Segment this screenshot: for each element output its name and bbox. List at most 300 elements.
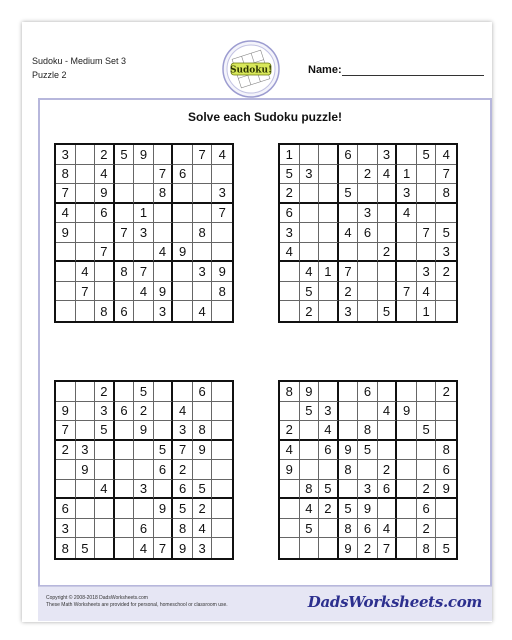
sudoku-cell[interactable]: [56, 460, 76, 480]
sudoku-cell[interactable]: 5: [300, 519, 320, 539]
sudoku-cell[interactable]: [319, 460, 339, 480]
sudoku-cell[interactable]: [280, 538, 300, 558]
sudoku-cell[interactable]: 3: [397, 184, 417, 204]
sudoku-cell[interactable]: 6: [358, 519, 378, 539]
sudoku-cell[interactable]: 8: [193, 223, 213, 243]
sudoku-cell[interactable]: 3: [300, 165, 320, 185]
sudoku-cell[interactable]: 6: [134, 519, 154, 539]
sudoku-cell[interactable]: [417, 184, 437, 204]
sudoku-cell[interactable]: [95, 441, 115, 461]
sudoku-cell[interactable]: 8: [193, 421, 213, 441]
sudoku-cell[interactable]: [56, 301, 76, 321]
sudoku-cell[interactable]: [397, 538, 417, 558]
sudoku-cell[interactable]: 2: [358, 538, 378, 558]
sudoku-cell[interactable]: [436, 402, 456, 422]
sudoku-cell[interactable]: [300, 243, 320, 263]
sudoku-cell[interactable]: 2: [417, 480, 437, 500]
sudoku-cell[interactable]: 4: [154, 243, 174, 263]
sudoku-cell[interactable]: 5: [280, 165, 300, 185]
sudoku-cell[interactable]: [300, 145, 320, 165]
sudoku-cell[interactable]: [193, 184, 213, 204]
sudoku-cell[interactable]: [154, 382, 174, 402]
sudoku-cell[interactable]: [173, 262, 193, 282]
sudoku-cell[interactable]: [339, 402, 359, 422]
sudoku-cell[interactable]: 7: [397, 282, 417, 302]
sudoku-cell[interactable]: 5: [134, 382, 154, 402]
sudoku-cell[interactable]: [76, 184, 96, 204]
sudoku-cell[interactable]: 9: [134, 421, 154, 441]
sudoku-cell[interactable]: [134, 499, 154, 519]
sudoku-cell[interactable]: [154, 223, 174, 243]
sudoku-cell[interactable]: [339, 382, 359, 402]
sudoku-cell[interactable]: [212, 460, 232, 480]
sudoku-cell[interactable]: [378, 499, 398, 519]
sudoku-cell[interactable]: 6: [378, 480, 398, 500]
sudoku-cell[interactable]: 5: [339, 184, 359, 204]
sudoku-cell[interactable]: [134, 243, 154, 263]
sudoku-cell[interactable]: 5: [76, 538, 96, 558]
sudoku-cell[interactable]: 7: [154, 538, 174, 558]
sudoku-cell[interactable]: [134, 301, 154, 321]
sudoku-cell[interactable]: [154, 480, 174, 500]
sudoku-cell[interactable]: 4: [193, 301, 213, 321]
sudoku-cell[interactable]: [397, 499, 417, 519]
sudoku-cell[interactable]: [154, 145, 174, 165]
sudoku-cell[interactable]: [397, 243, 417, 263]
sudoku-cell[interactable]: 2: [319, 499, 339, 519]
sudoku-cell[interactable]: [300, 441, 320, 461]
sudoku-cell[interactable]: 7: [115, 223, 135, 243]
sudoku-cell[interactable]: [436, 499, 456, 519]
sudoku-cell[interactable]: 6: [358, 382, 378, 402]
sudoku-cell[interactable]: 6: [95, 204, 115, 224]
sudoku-cell[interactable]: [115, 184, 135, 204]
sudoku-cell[interactable]: [56, 243, 76, 263]
sudoku-cell[interactable]: [76, 519, 96, 539]
sudoku-cell[interactable]: [436, 421, 456, 441]
sudoku-cell[interactable]: 9: [134, 145, 154, 165]
sudoku-cell[interactable]: [212, 301, 232, 321]
name-line[interactable]: [342, 75, 484, 76]
sudoku-cell[interactable]: [397, 441, 417, 461]
sudoku-cell[interactable]: [76, 382, 96, 402]
sudoku-cell[interactable]: [339, 165, 359, 185]
sudoku-cell[interactable]: [280, 519, 300, 539]
sudoku-cell[interactable]: [134, 184, 154, 204]
sudoku-cell[interactable]: [193, 460, 213, 480]
sudoku-cell[interactable]: [115, 480, 135, 500]
sudoku-cell[interactable]: 6: [173, 480, 193, 500]
sudoku-cell[interactable]: 7: [193, 145, 213, 165]
sudoku-cell[interactable]: [358, 184, 378, 204]
sudoku-cell[interactable]: 1: [397, 165, 417, 185]
sudoku-cell[interactable]: 2: [436, 262, 456, 282]
sudoku-cell[interactable]: 5: [95, 421, 115, 441]
sudoku-cell[interactable]: [417, 165, 437, 185]
sudoku-cell[interactable]: [397, 460, 417, 480]
sudoku-cell[interactable]: [193, 282, 213, 302]
sudoku-cell[interactable]: 4: [193, 519, 213, 539]
sudoku-cell[interactable]: 3: [76, 441, 96, 461]
sudoku-cell[interactable]: [134, 441, 154, 461]
sudoku-cell[interactable]: [212, 441, 232, 461]
sudoku-cell[interactable]: 4: [339, 223, 359, 243]
sudoku-cell[interactable]: 3: [95, 402, 115, 422]
sudoku-cell[interactable]: 9: [56, 223, 76, 243]
sudoku-cell[interactable]: 9: [397, 402, 417, 422]
sudoku-cell[interactable]: 3: [134, 480, 154, 500]
sudoku-cell[interactable]: [300, 421, 320, 441]
sudoku-cell[interactable]: 2: [339, 282, 359, 302]
sudoku-cell[interactable]: 6: [56, 499, 76, 519]
sudoku-cell[interactable]: 4: [417, 282, 437, 302]
sudoku-cell[interactable]: 5: [193, 480, 213, 500]
sudoku-cell[interactable]: 3: [339, 301, 359, 321]
sudoku-cell[interactable]: [193, 204, 213, 224]
sudoku-cell[interactable]: [397, 301, 417, 321]
sudoku-cell[interactable]: [358, 243, 378, 263]
sudoku-cell[interactable]: 4: [134, 538, 154, 558]
sudoku-cell[interactable]: 7: [436, 165, 456, 185]
sudoku-cell[interactable]: [193, 402, 213, 422]
sudoku-cell[interactable]: [436, 519, 456, 539]
sudoku-cell[interactable]: [378, 223, 398, 243]
sudoku-cell[interactable]: 3: [358, 204, 378, 224]
sudoku-cell[interactable]: [280, 402, 300, 422]
sudoku-cell[interactable]: [212, 165, 232, 185]
sudoku-cell[interactable]: 4: [212, 145, 232, 165]
sudoku-cell[interactable]: 8: [95, 301, 115, 321]
sudoku-cell[interactable]: 6: [339, 145, 359, 165]
sudoku-cell[interactable]: 9: [154, 499, 174, 519]
sudoku-cell[interactable]: [436, 301, 456, 321]
sudoku-cell[interactable]: 1: [134, 204, 154, 224]
sudoku-cell[interactable]: 8: [56, 538, 76, 558]
sudoku-cell[interactable]: [300, 204, 320, 224]
sudoku-cell[interactable]: 6: [115, 402, 135, 422]
sudoku-cell[interactable]: 4: [173, 402, 193, 422]
sudoku-cell[interactable]: [280, 499, 300, 519]
sudoku-cell[interactable]: 3: [173, 421, 193, 441]
sudoku-cell[interactable]: [319, 282, 339, 302]
sudoku-cell[interactable]: [115, 441, 135, 461]
sudoku-cell[interactable]: [76, 499, 96, 519]
sudoku-cell[interactable]: 8: [358, 421, 378, 441]
sudoku-cell[interactable]: [397, 223, 417, 243]
sudoku-cell[interactable]: [319, 538, 339, 558]
sudoku-cell[interactable]: [339, 480, 359, 500]
sudoku-cell[interactable]: [319, 243, 339, 263]
sudoku-cell[interactable]: [280, 262, 300, 282]
sudoku-cell[interactable]: [358, 301, 378, 321]
sudoku-cell[interactable]: [319, 519, 339, 539]
sudoku-cell[interactable]: 5: [436, 223, 456, 243]
sudoku-cell[interactable]: [319, 184, 339, 204]
sudoku-cell[interactable]: 4: [56, 204, 76, 224]
sudoku-cell[interactable]: [115, 382, 135, 402]
sudoku-cell[interactable]: 7: [173, 441, 193, 461]
sudoku-cell[interactable]: [358, 282, 378, 302]
sudoku-cell[interactable]: 7: [56, 184, 76, 204]
sudoku-cell[interactable]: [76, 204, 96, 224]
sudoku-cell[interactable]: 7: [154, 165, 174, 185]
sudoku-cell[interactable]: 3: [154, 301, 174, 321]
sudoku-cell[interactable]: 2: [56, 441, 76, 461]
sudoku-cell[interactable]: [397, 382, 417, 402]
sudoku-cell[interactable]: [319, 223, 339, 243]
sudoku-cell[interactable]: [154, 402, 174, 422]
sudoku-cell[interactable]: [417, 460, 437, 480]
sudoku-cell[interactable]: [280, 282, 300, 302]
sudoku-cell[interactable]: 3: [56, 145, 76, 165]
sudoku-cell[interactable]: [300, 223, 320, 243]
sudoku-cell[interactable]: [280, 301, 300, 321]
sudoku-cell[interactable]: 5: [339, 499, 359, 519]
sudoku-cell[interactable]: 5: [173, 499, 193, 519]
sudoku-cell[interactable]: 5: [378, 301, 398, 321]
sudoku-cell[interactable]: 2: [300, 301, 320, 321]
sudoku-cell[interactable]: [319, 165, 339, 185]
sudoku-cell[interactable]: [397, 421, 417, 441]
sudoku-cell[interactable]: 2: [280, 421, 300, 441]
sudoku-cell[interactable]: 4: [95, 480, 115, 500]
sudoku-cell[interactable]: 9: [193, 441, 213, 461]
sudoku-cell[interactable]: [436, 204, 456, 224]
sudoku-cell[interactable]: [115, 243, 135, 263]
sudoku-cell[interactable]: 8: [154, 184, 174, 204]
sudoku-cell[interactable]: [319, 204, 339, 224]
sudoku-cell[interactable]: 7: [378, 538, 398, 558]
sudoku-cell[interactable]: 7: [56, 421, 76, 441]
sudoku-cell[interactable]: 3: [319, 402, 339, 422]
sudoku-cell[interactable]: 8: [436, 184, 456, 204]
sudoku-cell[interactable]: 2: [95, 145, 115, 165]
sudoku-cell[interactable]: [378, 441, 398, 461]
sudoku-cell[interactable]: 9: [95, 184, 115, 204]
sudoku-cell[interactable]: 5: [358, 441, 378, 461]
sudoku-cell[interactable]: 4: [397, 204, 417, 224]
sudoku-cell[interactable]: [417, 382, 437, 402]
sudoku-cell[interactable]: [358, 460, 378, 480]
sudoku-cell[interactable]: 3: [193, 262, 213, 282]
sudoku-cell[interactable]: [212, 421, 232, 441]
sudoku-cell[interactable]: 8: [417, 538, 437, 558]
sudoku-cell[interactable]: 5: [300, 282, 320, 302]
sudoku-cell[interactable]: [95, 223, 115, 243]
sudoku-cell[interactable]: [95, 282, 115, 302]
sudoku-cell[interactable]: [76, 480, 96, 500]
sudoku-cell[interactable]: [319, 382, 339, 402]
sudoku-cell[interactable]: 4: [378, 519, 398, 539]
sudoku-cell[interactable]: [115, 519, 135, 539]
sudoku-cell[interactable]: [134, 165, 154, 185]
sudoku-cell[interactable]: 4: [280, 441, 300, 461]
sudoku-cell[interactable]: 8: [56, 165, 76, 185]
sudoku-cell[interactable]: [212, 402, 232, 422]
sudoku-cell[interactable]: [115, 499, 135, 519]
sudoku-cell[interactable]: [115, 165, 135, 185]
sudoku-cell[interactable]: 5: [154, 441, 174, 461]
sudoku-cell[interactable]: [95, 499, 115, 519]
sudoku-cell[interactable]: 6: [358, 223, 378, 243]
sudoku-cell[interactable]: 9: [173, 243, 193, 263]
sudoku-cell[interactable]: 8: [300, 480, 320, 500]
sudoku-cell[interactable]: [417, 243, 437, 263]
sudoku-cell[interactable]: [95, 262, 115, 282]
sudoku-cell[interactable]: [339, 243, 359, 263]
sudoku-cell[interactable]: 6: [436, 460, 456, 480]
sudoku-cell[interactable]: [115, 204, 135, 224]
sudoku-cell[interactable]: [300, 460, 320, 480]
sudoku-cell[interactable]: 2: [378, 243, 398, 263]
sudoku-cell[interactable]: [378, 262, 398, 282]
sudoku-cell[interactable]: 2: [358, 165, 378, 185]
sudoku-cell[interactable]: 2: [134, 402, 154, 422]
sudoku-cell[interactable]: [417, 441, 437, 461]
sudoku-cell[interactable]: 3: [134, 223, 154, 243]
sudoku-cell[interactable]: [397, 262, 417, 282]
sudoku-cell[interactable]: [378, 282, 398, 302]
sudoku-cell[interactable]: 2: [378, 460, 398, 480]
sudoku-cell[interactable]: [436, 282, 456, 302]
sudoku-cell[interactable]: 4: [378, 165, 398, 185]
sudoku-cell[interactable]: 7: [417, 223, 437, 243]
sudoku-cell[interactable]: [154, 204, 174, 224]
sudoku-cell[interactable]: [56, 382, 76, 402]
sudoku-cell[interactable]: [173, 382, 193, 402]
sudoku-cell[interactable]: [56, 262, 76, 282]
sudoku-cell[interactable]: 3: [56, 519, 76, 539]
sudoku-cell[interactable]: [358, 145, 378, 165]
sudoku-cell[interactable]: 1: [417, 301, 437, 321]
sudoku-cell[interactable]: [358, 262, 378, 282]
sudoku-cell[interactable]: [319, 301, 339, 321]
sudoku-cell[interactable]: 9: [173, 538, 193, 558]
sudoku-cell[interactable]: [358, 402, 378, 422]
sudoku-cell[interactable]: 2: [280, 184, 300, 204]
sudoku-cell[interactable]: 3: [280, 223, 300, 243]
sudoku-cell[interactable]: 3: [436, 243, 456, 263]
sudoku-cell[interactable]: 3: [417, 262, 437, 282]
sudoku-cell[interactable]: [95, 460, 115, 480]
sudoku-cell[interactable]: [193, 165, 213, 185]
sudoku-cell[interactable]: [397, 480, 417, 500]
sudoku-cell[interactable]: 7: [95, 243, 115, 263]
sudoku-cell[interactable]: 9: [339, 538, 359, 558]
sudoku-cell[interactable]: 3: [193, 538, 213, 558]
sudoku-cell[interactable]: 6: [154, 460, 174, 480]
sudoku-cell[interactable]: 5: [300, 402, 320, 422]
sudoku-cell[interactable]: 8: [436, 441, 456, 461]
sudoku-cell[interactable]: 2: [173, 460, 193, 480]
sudoku-cell[interactable]: 6: [417, 499, 437, 519]
sudoku-cell[interactable]: [212, 382, 232, 402]
sudoku-cell[interactable]: [173, 204, 193, 224]
sudoku-cell[interactable]: 8: [173, 519, 193, 539]
sudoku-cell[interactable]: [212, 223, 232, 243]
sudoku-cell[interactable]: 9: [280, 460, 300, 480]
sudoku-cell[interactable]: [76, 402, 96, 422]
sudoku-cell[interactable]: [95, 519, 115, 539]
sudoku-cell[interactable]: 4: [319, 421, 339, 441]
sudoku-cell[interactable]: [76, 243, 96, 263]
sudoku-cell[interactable]: 4: [95, 165, 115, 185]
sudoku-cell[interactable]: [154, 421, 174, 441]
sudoku-cell[interactable]: 9: [56, 402, 76, 422]
sudoku-cell[interactable]: [154, 519, 174, 539]
sudoku-cell[interactable]: [76, 165, 96, 185]
sudoku-cell[interactable]: [193, 243, 213, 263]
sudoku-cell[interactable]: [173, 184, 193, 204]
sudoku-cell[interactable]: 8: [212, 282, 232, 302]
sudoku-cell[interactable]: 9: [212, 262, 232, 282]
sudoku-cell[interactable]: [300, 184, 320, 204]
sudoku-cell[interactable]: [115, 538, 135, 558]
sudoku-cell[interactable]: 9: [154, 282, 174, 302]
sudoku-cell[interactable]: 1: [319, 262, 339, 282]
sudoku-cell[interactable]: [212, 538, 232, 558]
sudoku-cell[interactable]: 7: [339, 262, 359, 282]
sudoku-cell[interactable]: 8: [115, 262, 135, 282]
sudoku-cell[interactable]: [319, 145, 339, 165]
sudoku-cell[interactable]: [76, 421, 96, 441]
sudoku-cell[interactable]: 5: [319, 480, 339, 500]
sudoku-cell[interactable]: 4: [378, 402, 398, 422]
sudoku-cell[interactable]: [134, 460, 154, 480]
sudoku-cell[interactable]: [417, 204, 437, 224]
sudoku-cell[interactable]: 9: [76, 460, 96, 480]
sudoku-cell[interactable]: 2: [436, 382, 456, 402]
sudoku-cell[interactable]: [56, 282, 76, 302]
sudoku-cell[interactable]: 3: [378, 145, 398, 165]
sudoku-cell[interactable]: 5: [417, 421, 437, 441]
sudoku-cell[interactable]: 4: [280, 243, 300, 263]
sudoku-cell[interactable]: 7: [212, 204, 232, 224]
sudoku-cell[interactable]: [76, 301, 96, 321]
sudoku-cell[interactable]: 9: [358, 499, 378, 519]
sudoku-cell[interactable]: 6: [193, 382, 213, 402]
sudoku-cell[interactable]: [378, 184, 398, 204]
sudoku-cell[interactable]: 9: [339, 441, 359, 461]
sudoku-cell[interactable]: 9: [300, 382, 320, 402]
sudoku-cell[interactable]: 6: [319, 441, 339, 461]
sudoku-cell[interactable]: [115, 460, 135, 480]
sudoku-cell[interactable]: 1: [280, 145, 300, 165]
sudoku-cell[interactable]: [115, 282, 135, 302]
sudoku-cell[interactable]: [115, 421, 135, 441]
sudoku-cell[interactable]: 6: [280, 204, 300, 224]
sudoku-cell[interactable]: 5: [417, 145, 437, 165]
sudoku-cell[interactable]: [378, 421, 398, 441]
sudoku-cell[interactable]: [173, 145, 193, 165]
sudoku-cell[interactable]: [173, 282, 193, 302]
sudoku-cell[interactable]: [95, 538, 115, 558]
sudoku-cell[interactable]: [212, 499, 232, 519]
sudoku-cell[interactable]: 4: [134, 282, 154, 302]
sudoku-cell[interactable]: 5: [115, 145, 135, 165]
sudoku-cell[interactable]: [76, 145, 96, 165]
sudoku-cell[interactable]: [76, 223, 96, 243]
sudoku-cell[interactable]: 6: [115, 301, 135, 321]
sudoku-cell[interactable]: [56, 480, 76, 500]
sudoku-cell[interactable]: 4: [436, 145, 456, 165]
sudoku-cell[interactable]: [417, 402, 437, 422]
sudoku-cell[interactable]: [339, 421, 359, 441]
sudoku-cell[interactable]: [300, 538, 320, 558]
sudoku-cell[interactable]: [378, 204, 398, 224]
sudoku-cell[interactable]: 9: [436, 480, 456, 500]
sudoku-cell[interactable]: [173, 301, 193, 321]
